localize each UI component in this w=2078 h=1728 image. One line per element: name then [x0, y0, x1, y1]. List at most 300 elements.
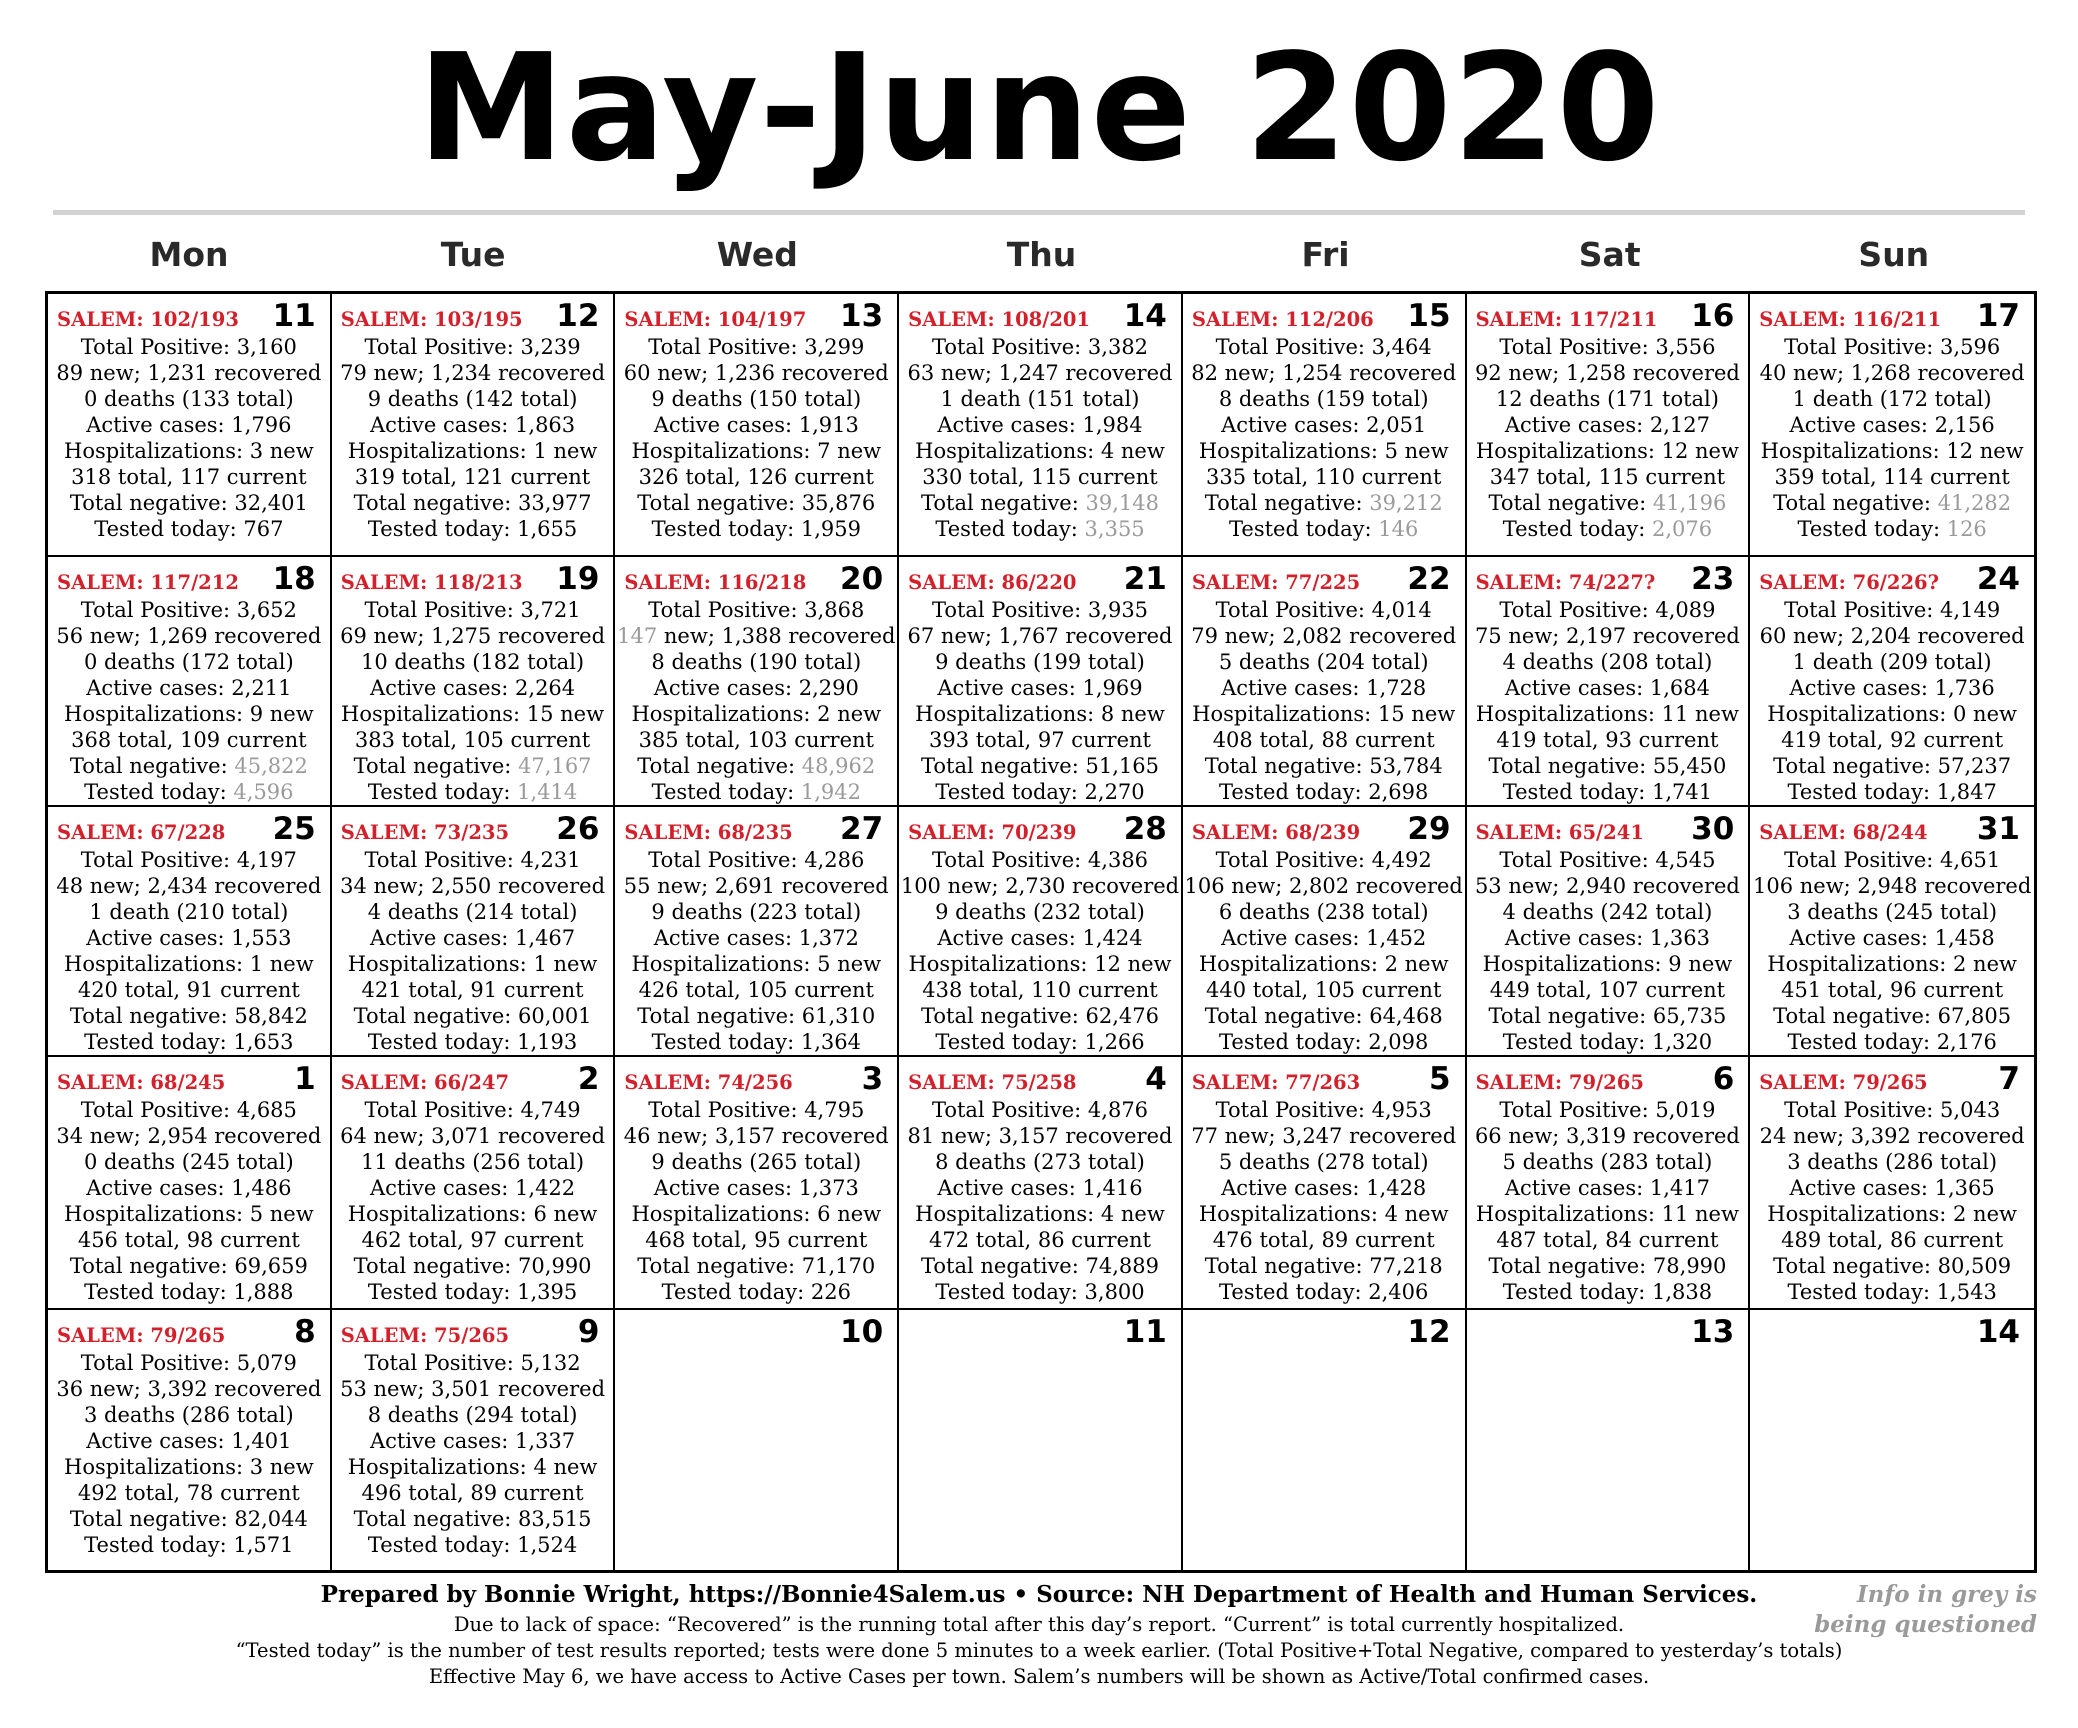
stat-line [48, 1253, 330, 1279]
day-number: 19 [556, 561, 600, 597]
stat-text: Total Positive: 4,545 [1499, 848, 1716, 872]
stat-line [1183, 873, 1465, 899]
stat-text: Tested today: 767 [94, 517, 284, 541]
day-header [899, 1310, 1181, 1358]
stat-text: 36 new; 3,392 recovered [56, 1377, 322, 1401]
calendar-day-cell [48, 1310, 332, 1570]
day-number: 15 [1407, 298, 1451, 334]
day-header [332, 294, 614, 342]
salem-cases: SALEM: 67/228 [57, 821, 226, 844]
stat-text: 63 new; 1,247 recovered [907, 361, 1173, 385]
stat-text: 12 deaths (171 total) [1495, 387, 1719, 411]
day-number: 7 [1998, 1061, 2020, 1097]
stat-line [1183, 977, 1465, 1003]
calendar-day-cell [332, 807, 616, 1057]
stat-text: 100 new; 2,730 recovered [900, 874, 1180, 898]
stat-line [332, 1532, 614, 1558]
day-number: 22 [1407, 561, 1451, 597]
stat-line [615, 1253, 897, 1279]
questioned-value: 39,148 [1085, 491, 1159, 515]
stat-text: 5 deaths (283 total) [1502, 1150, 1713, 1174]
stat-line [48, 1279, 330, 1305]
questioned-value: 41,196 [1652, 491, 1727, 515]
day-number: 10 [840, 1314, 884, 1350]
stat-line [1750, 623, 2034, 649]
stat-line [615, 675, 897, 701]
stat-text: Total Positive: 3,299 [648, 335, 865, 359]
stat-text: Total Positive: 5,079 [80, 1351, 297, 1375]
stat-line [332, 899, 614, 925]
stat-text: Active cases: 1,417 [1504, 1176, 1711, 1200]
stat-line [1183, 438, 1465, 464]
stat-line [1467, 1201, 1749, 1227]
stat-line [48, 1123, 330, 1149]
stat-line [48, 1480, 330, 1506]
day-number: 31 [1976, 811, 2020, 847]
salem-cases: SALEM: 103/195 [340, 308, 523, 331]
stat-text: 24 new; 3,392 recovered [1759, 1124, 2025, 1148]
day-header [48, 1057, 330, 1105]
stat-text: 426 total, 105 current [638, 978, 874, 1002]
stat-text: Hospitalizations: 6 new [347, 1202, 598, 1226]
stat-text: Hospitalizations: 12 new [1475, 439, 1739, 463]
stat-line [899, 753, 1181, 779]
stat-text: 421 total, 91 current [361, 978, 584, 1002]
stat-text: 8 deaths (190 total) [651, 650, 862, 674]
calendar-day-cell [48, 294, 332, 557]
stat-text: 0 deaths (245 total) [83, 1150, 294, 1174]
stat-line [1183, 1003, 1465, 1029]
stat-text: Active cases: 1,373 [653, 1176, 859, 1200]
calendar-day-cell [1183, 1057, 1467, 1310]
stat-line [899, 1003, 1181, 1029]
stat-line [1467, 490, 1749, 516]
day-header [1467, 807, 1749, 855]
stat-line [48, 1506, 330, 1532]
stat-line [48, 727, 330, 753]
calendar-day-cell [48, 1057, 332, 1310]
stat-text: Total Positive: 4,795 [648, 1098, 865, 1122]
calendar-day-cell [1183, 807, 1467, 1057]
stat-line [615, 1201, 897, 1227]
stat-text: Hospitalizations: 9 new [64, 702, 314, 726]
stat-text: Total Positive: 3,160 [80, 335, 297, 359]
stat-text: 330 total, 115 current [922, 465, 1158, 489]
stat-line [332, 1149, 614, 1175]
stat-line [1750, 516, 2034, 542]
day-header [1183, 807, 1465, 855]
day-header [1467, 1057, 1749, 1105]
stat-text: Total negative: [353, 754, 519, 778]
stat-text: Total negative: 53,784 [1204, 754, 1443, 778]
stat-line [48, 1454, 330, 1480]
stat-line [615, 623, 897, 649]
calendar-day-cell [899, 1310, 1183, 1570]
stat-text: Tested today: 1,838 [1502, 1280, 1713, 1304]
day-number: 1 [294, 1061, 316, 1097]
stat-text: 46 new; 3,157 recovered [623, 1124, 889, 1148]
stat-line [899, 438, 1181, 464]
stat-line [615, 1123, 897, 1149]
stat-line [1750, 727, 2034, 753]
stat-text: Hospitalizations: 4 new [347, 1455, 598, 1479]
stat-text: 451 total, 96 current [1781, 978, 2004, 1002]
stat-text: Total Positive: 3,556 [1499, 335, 1716, 359]
stat-text: 8 deaths (273 total) [935, 1150, 1145, 1174]
stat-text: Total Positive: 4,149 [1784, 598, 2001, 622]
stat-text: 34 new; 2,954 recovered [56, 1124, 322, 1148]
day-header [899, 557, 1181, 605]
stat-line [332, 977, 614, 1003]
stat-line [48, 360, 330, 386]
day-number: 24 [1976, 561, 2020, 597]
stat-line [1467, 779, 1749, 805]
stat-line [1467, 1253, 1749, 1279]
stat-text: Total negative: [1773, 491, 1938, 515]
calendar-day-cell [1467, 557, 1751, 807]
stat-line [1750, 1279, 2034, 1305]
stat-line [1750, 873, 2034, 899]
stat-text: Active cases: 2,211 [86, 676, 292, 700]
day-stats [48, 1097, 330, 1305]
stat-line [615, 386, 897, 412]
stat-text: Total negative: [1488, 491, 1653, 515]
stat-text: Tested today: 1,571 [84, 1533, 294, 1557]
stat-text: 64 new; 3,071 recovered [340, 1124, 606, 1148]
salem-cases: SALEM: 102/193 [57, 308, 239, 331]
stat-line [615, 727, 897, 753]
stat-line [899, 779, 1181, 805]
stat-text: Total Positive: 4,492 [1215, 848, 1432, 872]
stat-text: Active cases: 2,156 [1789, 413, 1995, 437]
stat-text: 489 total, 86 current [1781, 1228, 2004, 1252]
stat-line [1467, 386, 1749, 412]
stat-line [48, 1428, 330, 1454]
calendar-day-cell [1183, 557, 1467, 807]
questioned-value: 2,076 [1651, 517, 1713, 541]
stat-text: 9 deaths (265 total) [651, 1150, 862, 1174]
questioned-value: 39,212 [1369, 491, 1443, 515]
stat-line [1750, 753, 2034, 779]
stat-line [332, 623, 614, 649]
day-number: 2 [577, 1061, 600, 1097]
calendar-day-cell [332, 1310, 616, 1570]
salem-cases: SALEM: 75/258 [908, 1071, 1077, 1094]
stat-line [1467, 925, 1749, 951]
stat-text: Hospitalizations: 0 new [1767, 702, 2017, 726]
stat-line [48, 516, 330, 542]
stat-text: Total negative: 57,237 [1773, 754, 2012, 778]
stat-line [1467, 1175, 1749, 1201]
salem-cases: SALEM: 112/206 [1191, 308, 1374, 331]
stat-line [1183, 1123, 1465, 1149]
stat-text: 69 new; 1,275 recovered [340, 624, 606, 648]
day-stats [1750, 1097, 2034, 1305]
stat-text: Tested today: 1,741 [1502, 780, 1713, 804]
stat-text: Total Positive: 3,868 [648, 598, 865, 622]
stat-text: 438 total, 110 current [922, 978, 1158, 1002]
weekday-header-row [47, 225, 2036, 285]
stat-text: Total Positive: 3,464 [1215, 335, 1432, 359]
stat-text: Tested today: [1797, 517, 1947, 541]
calendar-day-cell [48, 807, 332, 1057]
stat-line [1750, 1149, 2034, 1175]
day-stats [332, 847, 614, 1055]
calendar-day-cell [332, 1057, 616, 1310]
stat-text: Hospitalizations: 15 new [1192, 702, 1456, 726]
stat-text: Tested today: [935, 517, 1085, 541]
stat-line [1750, 464, 2034, 490]
salem-cases: SALEM: 104/197 [624, 308, 807, 331]
stat-line [615, 873, 897, 899]
stat-text: 40 new; 1,268 recovered [1759, 361, 2025, 385]
day-stats [1183, 597, 1465, 805]
day-stats [899, 597, 1181, 805]
stat-text: 67 new; 1,767 recovered [907, 624, 1173, 648]
stat-text: 3 deaths (245 total) [1787, 900, 1998, 924]
stat-line [332, 1175, 614, 1201]
stat-line [1183, 899, 1465, 925]
stat-text: Total Positive: 4,876 [931, 1098, 1149, 1122]
stat-text: Total negative: [921, 491, 1086, 515]
stat-line [1183, 1253, 1465, 1279]
stat-text: 89 new; 1,231 recovered [56, 361, 322, 385]
stat-text: Hospitalizations: 5 new [64, 1202, 314, 1226]
stat-text: 440 total, 105 current [1206, 978, 1442, 1002]
stat-line [615, 899, 897, 925]
stat-text: Active cases: 1,736 [1789, 676, 1995, 700]
stat-text: 408 total, 88 current [1212, 728, 1435, 752]
stat-text: Hospitalizations: 5 new [1198, 439, 1449, 463]
stat-line [1183, 623, 1465, 649]
day-header [48, 807, 330, 855]
grey-note-line: being questioned [1814, 1611, 2037, 1638]
stat-text: Tested today: 2,176 [1787, 1030, 1997, 1054]
day-stats [615, 597, 897, 805]
salem-cases: SALEM: 68/245 [57, 1071, 226, 1094]
stat-line [332, 753, 614, 779]
stat-text: Hospitalizations: 7 new [631, 439, 882, 463]
stat-line [332, 1428, 614, 1454]
weekday-sat: Sat [1578, 235, 1641, 274]
stat-text: Tested today: 2,098 [1219, 1030, 1429, 1054]
footer-credit: Prepared by Bonnie Wright, https://Bonnie4Salem.us • Source: NH Department of Health and Human Services. [320, 1581, 1758, 1608]
stat-line [332, 1480, 614, 1506]
stat-line [1467, 623, 1749, 649]
weekday-mon: Mon [149, 235, 229, 274]
stat-text: Active cases: 1,969 [937, 676, 1143, 700]
day-stats [332, 597, 614, 805]
stat-line [899, 464, 1181, 490]
day-header [899, 1057, 1181, 1105]
stat-line [332, 1506, 614, 1532]
stat-line [899, 873, 1181, 899]
day-number: 28 [1123, 811, 1167, 847]
stat-line [615, 1227, 897, 1253]
stat-line [1183, 1175, 1465, 1201]
stat-text: Total Positive: 3,652 [80, 598, 297, 622]
salem-cases: SALEM: 68/244 [1759, 821, 1928, 844]
stat-line [1750, 490, 2034, 516]
questioned-value: 1,942 [800, 780, 861, 804]
stat-line [1750, 1029, 2034, 1055]
day-stats [332, 334, 614, 542]
stat-text: Active cases: 1,422 [369, 1176, 576, 1200]
stat-line [1183, 649, 1465, 675]
stat-line [332, 779, 614, 805]
stat-line [48, 873, 330, 899]
stat-text: 0 deaths (172 total) [83, 650, 294, 674]
questioned-value: 47,167 [518, 754, 592, 778]
stat-line [615, 753, 897, 779]
stat-text: Active cases: 1,365 [1789, 1176, 1995, 1200]
day-number: 18 [272, 561, 316, 597]
day-stats [1183, 334, 1465, 542]
stat-text: 106 new; 2,802 recovered [1184, 874, 1463, 898]
weekday-sun: Sun [1858, 235, 1930, 274]
stat-text: Hospitalizations: 1 new [347, 439, 598, 463]
day-stats [1183, 847, 1465, 1055]
salem-cases: SALEM: 117/211 [1475, 308, 1658, 331]
stat-text: Tested today: 3,800 [935, 1280, 1145, 1304]
stat-text: Total Positive: 3,935 [931, 598, 1149, 622]
salem-cases: SALEM: 68/235 [624, 821, 793, 844]
calendar-day-cell [615, 557, 899, 807]
stat-text: Active cases: 1,863 [369, 413, 576, 437]
stat-text: Active cases: 2,127 [1504, 413, 1711, 437]
stat-text: Tested today: 1,653 [84, 1030, 294, 1054]
stat-text: 472 total, 86 current [928, 1228, 1151, 1252]
day-stats [899, 334, 1181, 542]
stat-text: Tested today: [367, 780, 518, 804]
stat-text: Total negative: 58,842 [69, 1004, 308, 1028]
stat-line [899, 675, 1181, 701]
stat-text: Hospitalizations: 6 new [631, 1202, 882, 1226]
stat-text: Hospitalizations: 3 new [64, 1455, 314, 1479]
stat-text: Tested today: [84, 780, 234, 804]
questioned-value: 45,822 [234, 754, 308, 778]
stat-line [48, 1003, 330, 1029]
stat-line [332, 464, 614, 490]
stat-text: 456 total, 98 current [77, 1228, 300, 1252]
calendar-day-cell [1183, 294, 1467, 557]
stat-text: Active cases: 1,372 [653, 926, 859, 950]
stat-line [48, 1149, 330, 1175]
stat-text: 9 deaths (150 total) [651, 387, 862, 411]
stat-line [332, 1201, 614, 1227]
stat-line [1467, 1149, 1749, 1175]
stat-text: Total Positive: 3,382 [931, 335, 1149, 359]
stat-line [332, 412, 614, 438]
stat-line [1750, 1003, 2034, 1029]
stat-line [332, 925, 614, 951]
stat-text: 468 total, 95 current [645, 1228, 868, 1252]
day-number: 30 [1691, 811, 1735, 847]
stat-text: 326 total, 126 current [638, 465, 874, 489]
stat-text: Tested today: 2,698 [1219, 780, 1429, 804]
stat-line [615, 412, 897, 438]
stat-line [1750, 360, 2034, 386]
stat-line [48, 438, 330, 464]
stat-line [332, 1376, 614, 1402]
stat-line [1183, 412, 1465, 438]
stat-text: 319 total, 121 current [354, 465, 591, 489]
stat-text: Total negative: [637, 754, 802, 778]
stat-text: Total negative: 71,170 [637, 1254, 876, 1278]
stat-line [1183, 1029, 1465, 1055]
stat-text: Active cases: 2,051 [1221, 413, 1427, 437]
day-number: 3 [861, 1061, 884, 1097]
stat-text: Tested today: 1,655 [367, 517, 578, 541]
day-header [615, 557, 897, 605]
stat-text: 0 deaths (133 total) [83, 387, 294, 411]
day-number: 23 [1691, 561, 1735, 597]
stat-line [1467, 873, 1749, 899]
calendar-day-cell [899, 807, 1183, 1057]
stat-text: Hospitalizations: 12 new [1760, 439, 2024, 463]
weekday-tue: Tue [440, 235, 506, 274]
day-number: 5 [1428, 1061, 1451, 1097]
stat-line [899, 1029, 1181, 1055]
stat-text: Active cases: 1,486 [86, 1176, 292, 1200]
stat-text: Total Positive: 4,749 [364, 1098, 581, 1122]
stat-text: 8 deaths (294 total) [367, 1403, 578, 1427]
stat-line [1183, 1227, 1465, 1253]
stat-text: 368 total, 109 current [71, 728, 307, 752]
day-number: 11 [1123, 1314, 1167, 1350]
footer-note-recovered: Due to lack of space: “Recovered” is the running total after this day’s report. “Current” is total currently hospitalized. [453, 1613, 1625, 1636]
stat-line [1750, 386, 2034, 412]
salem-cases: SALEM: 118/213 [340, 571, 523, 594]
stat-text: 53 new; 3,501 recovered [340, 1377, 606, 1401]
calendar-day-cell [615, 807, 899, 1057]
stat-text: Total negative: [69, 754, 235, 778]
stat-line [615, 701, 897, 727]
calendar-day-cell [1467, 294, 1751, 557]
stat-line [1750, 779, 2034, 805]
salem-cases: SALEM: 76/226? [1759, 571, 1940, 594]
stat-text: Total negative: 62,476 [921, 1004, 1159, 1028]
stat-text: 383 total, 105 current [354, 728, 591, 752]
stat-line [48, 623, 330, 649]
salem-cases: SALEM: 74/256 [624, 1071, 793, 1094]
stat-text: 4 deaths (242 total) [1502, 900, 1713, 924]
calendar-day-cell [1750, 557, 2034, 807]
stat-text: 34 new; 2,550 recovered [340, 874, 606, 898]
stat-line [332, 516, 614, 542]
day-stats [1467, 1097, 1749, 1305]
day-header [1183, 1310, 1465, 1358]
day-header [48, 1310, 330, 1358]
stat-text: Hospitalizations: 2 new [1767, 952, 2017, 976]
stat-text: Active cases: 2,290 [653, 676, 859, 700]
calendar-day-cell [1750, 294, 2034, 557]
calendar-day-cell [332, 294, 616, 557]
stat-line [48, 951, 330, 977]
stat-text: Total negative: 64,468 [1204, 1004, 1443, 1028]
day-header [332, 807, 614, 855]
stat-text: 462 total, 97 current [361, 1228, 584, 1252]
stat-line [1467, 360, 1749, 386]
stat-line [1750, 675, 2034, 701]
stat-text: 82 new; 1,254 recovered [1191, 361, 1457, 385]
day-stats [1467, 334, 1749, 542]
stat-line [1467, 1227, 1749, 1253]
stat-text: Total negative: 70,990 [353, 1254, 592, 1278]
stat-line [615, 649, 897, 675]
day-header [615, 294, 897, 342]
stat-text: 8 deaths (159 total) [1218, 387, 1429, 411]
